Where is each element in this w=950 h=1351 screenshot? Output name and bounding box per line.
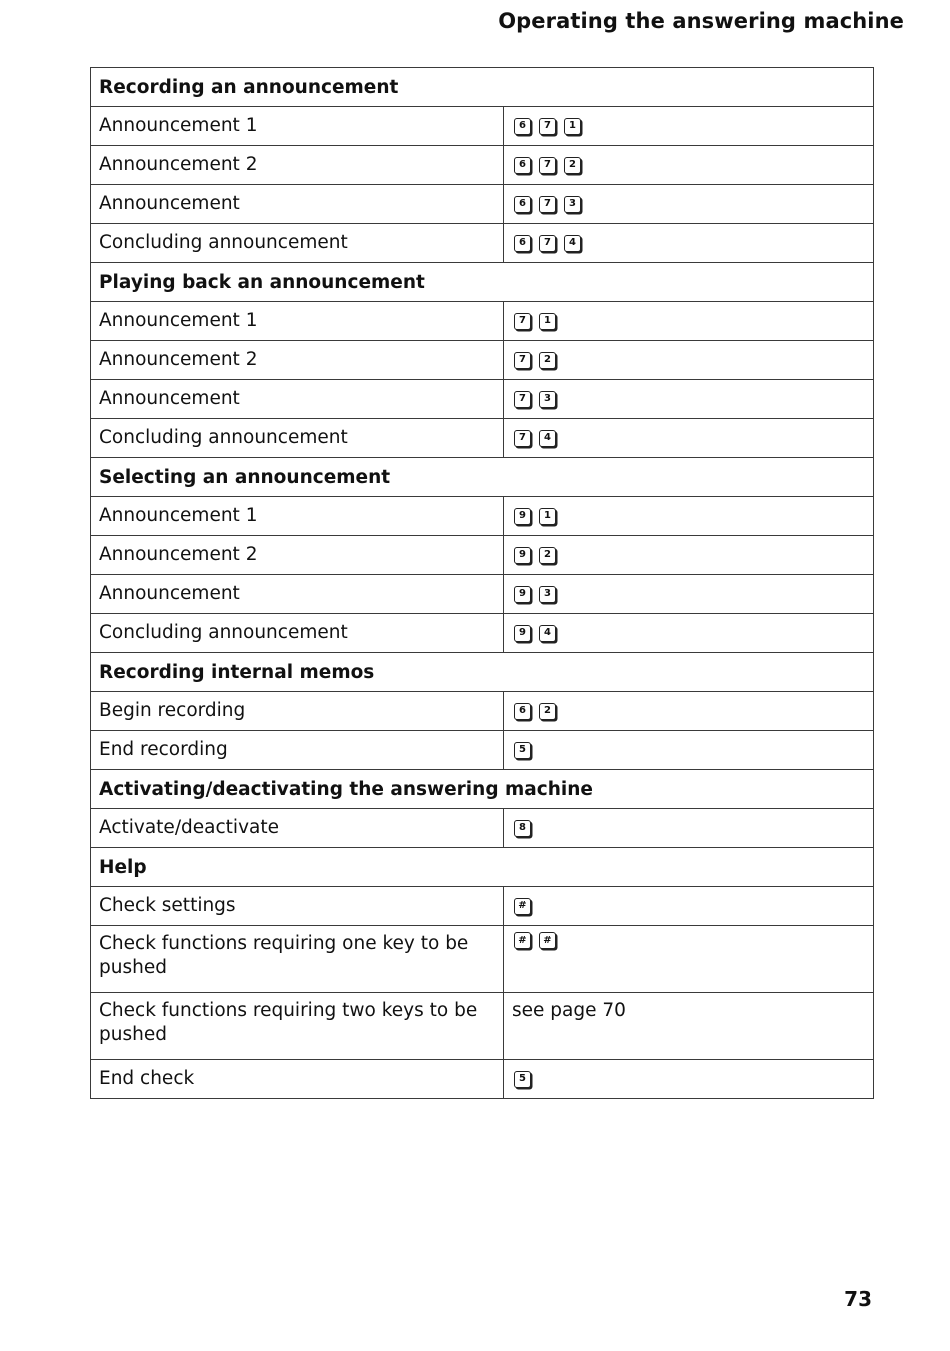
hash-key-icon: #	[539, 932, 556, 949]
key-sequence-cell	[504, 809, 874, 848]
key-sequence-table	[90, 67, 874, 1099]
digit-key-icon: 9	[514, 508, 531, 525]
table-row	[91, 185, 874, 224]
digit-key-icon: 4	[564, 235, 581, 252]
table-row	[91, 809, 874, 848]
key-sequence-cell	[504, 185, 874, 224]
function-label: Announcement	[91, 380, 504, 419]
table-row	[91, 536, 874, 575]
digit-key-icon: 9	[514, 586, 531, 603]
digit-key-icon: 2	[539, 547, 556, 564]
digit-key-icon: 7	[514, 430, 531, 447]
digit-key-icon: 7	[514, 391, 531, 408]
table-row	[91, 926, 874, 993]
digit-key-icon: 2	[539, 352, 556, 369]
section-title: Playing back an announcement	[91, 263, 874, 302]
key-sequence	[514, 703, 865, 720]
digit-key-icon: 4	[539, 430, 556, 447]
function-label: Check functions requiring one key to be pushed	[91, 926, 504, 993]
key-sequence	[514, 313, 865, 330]
table-row	[91, 497, 874, 536]
digit-key-icon: 7	[514, 313, 531, 330]
section-header-row	[91, 68, 874, 107]
key-sequence-cell	[504, 731, 874, 770]
table-row	[91, 993, 874, 1060]
key-sequence-cell	[504, 1060, 874, 1099]
key-sequence	[514, 430, 865, 447]
digit-key-icon: 3	[539, 586, 556, 603]
digit-key-icon: 1	[539, 508, 556, 525]
function-label: End check	[91, 1060, 504, 1099]
digit-key-icon: 7	[539, 235, 556, 252]
table-row	[91, 302, 874, 341]
table-row	[91, 380, 874, 419]
section-header-row	[91, 848, 874, 887]
digit-key-icon: 3	[564, 196, 581, 213]
table-row	[91, 146, 874, 185]
key-sequence	[514, 352, 865, 369]
key-sequence	[514, 157, 865, 174]
key-sequence-cell	[504, 341, 874, 380]
table-row	[91, 107, 874, 146]
key-sequence	[514, 898, 865, 915]
page-reference: see page 70	[512, 1000, 626, 1021]
key-sequence-cell	[504, 224, 874, 263]
key-sequence	[514, 932, 865, 949]
page-number: 73	[844, 1287, 872, 1311]
key-sequence-cell	[504, 614, 874, 653]
key-sequence-cell	[504, 926, 874, 993]
digit-key-icon: 6	[514, 703, 531, 720]
digit-key-icon: 7	[539, 118, 556, 135]
hash-key-icon: #	[514, 932, 531, 949]
key-sequence	[514, 1071, 865, 1088]
function-label: Check functions requiring two keys to be pushed	[91, 993, 504, 1060]
table-row	[91, 731, 874, 770]
key-sequence	[514, 235, 865, 252]
digit-key-icon: 9	[514, 625, 531, 642]
digit-key-icon: 5	[514, 742, 531, 759]
table-row	[91, 614, 874, 653]
function-label: Announcement	[91, 575, 504, 614]
table-row	[91, 887, 874, 926]
section-title: Selecting an announcement	[91, 458, 874, 497]
digit-key-icon: 6	[514, 196, 531, 213]
table-row	[91, 692, 874, 731]
section-title: Recording an announcement	[91, 68, 874, 107]
digit-key-icon: 2	[539, 703, 556, 720]
function-label: Activate/deactivate	[91, 809, 504, 848]
digit-key-icon: 4	[539, 625, 556, 642]
key-sequence	[514, 586, 865, 603]
digit-key-icon: 7	[539, 157, 556, 174]
key-sequence-cell	[504, 419, 874, 458]
digit-key-icon: 2	[564, 157, 581, 174]
function-label: Announcement 2	[91, 536, 504, 575]
digit-key-icon: 3	[539, 391, 556, 408]
section-title: Help	[91, 848, 874, 887]
key-sequence-cell	[504, 380, 874, 419]
key-sequence-cell	[504, 107, 874, 146]
key-sequence	[514, 820, 865, 837]
key-sequence-cell	[504, 887, 874, 926]
digit-key-icon: 1	[564, 118, 581, 135]
function-label: Announcement 1	[91, 302, 504, 341]
section-header-row	[91, 770, 874, 809]
function-label: Begin recording	[91, 692, 504, 731]
function-label: Concluding announcement	[91, 224, 504, 263]
section-title: Activating/deactivating the answering machine	[91, 770, 874, 809]
digit-key-icon: 7	[539, 196, 556, 213]
key-sequence-cell	[504, 497, 874, 536]
table-row	[91, 1060, 874, 1099]
digit-key-icon: 5	[514, 1071, 531, 1088]
page-header-title: Operating the answering machine	[498, 9, 904, 33]
function-label: Announcement 1	[91, 497, 504, 536]
key-sequence-cell	[504, 302, 874, 341]
key-sequence-cell	[504, 575, 874, 614]
digit-key-icon: 1	[539, 313, 556, 330]
section-header-row	[91, 653, 874, 692]
key-sequence	[514, 547, 865, 564]
function-label: Announcement 2	[91, 341, 504, 380]
table-row	[91, 224, 874, 263]
table-row	[91, 575, 874, 614]
table-row	[91, 341, 874, 380]
function-label: Concluding announcement	[91, 419, 504, 458]
section-title: Recording internal memos	[91, 653, 874, 692]
function-label: Announcement	[91, 185, 504, 224]
key-sequence	[514, 391, 865, 408]
digit-key-icon: 6	[514, 235, 531, 252]
key-sequence	[514, 196, 865, 213]
table-body	[91, 68, 874, 1099]
key-sequence-cell	[504, 536, 874, 575]
hash-key-icon: #	[514, 898, 531, 915]
function-label: Check settings	[91, 887, 504, 926]
function-label: Concluding announcement	[91, 614, 504, 653]
key-sequence	[514, 742, 865, 759]
key-sequence	[514, 118, 865, 135]
key-sequence-cell	[504, 146, 874, 185]
section-header-row	[91, 458, 874, 497]
key-sequence	[514, 508, 865, 525]
key-sequence-cell	[504, 692, 874, 731]
function-label: Announcement 1	[91, 107, 504, 146]
function-label: End recording	[91, 731, 504, 770]
function-label: Announcement 2	[91, 146, 504, 185]
key-sequence	[514, 625, 865, 642]
key-sequence-cell	[504, 993, 874, 1060]
section-header-row	[91, 263, 874, 302]
digit-key-icon: 7	[514, 352, 531, 369]
digit-key-icon: 6	[514, 118, 531, 135]
table-row	[91, 419, 874, 458]
digit-key-icon: 9	[514, 547, 531, 564]
digit-key-icon: 8	[514, 820, 531, 837]
digit-key-icon: 6	[514, 157, 531, 174]
